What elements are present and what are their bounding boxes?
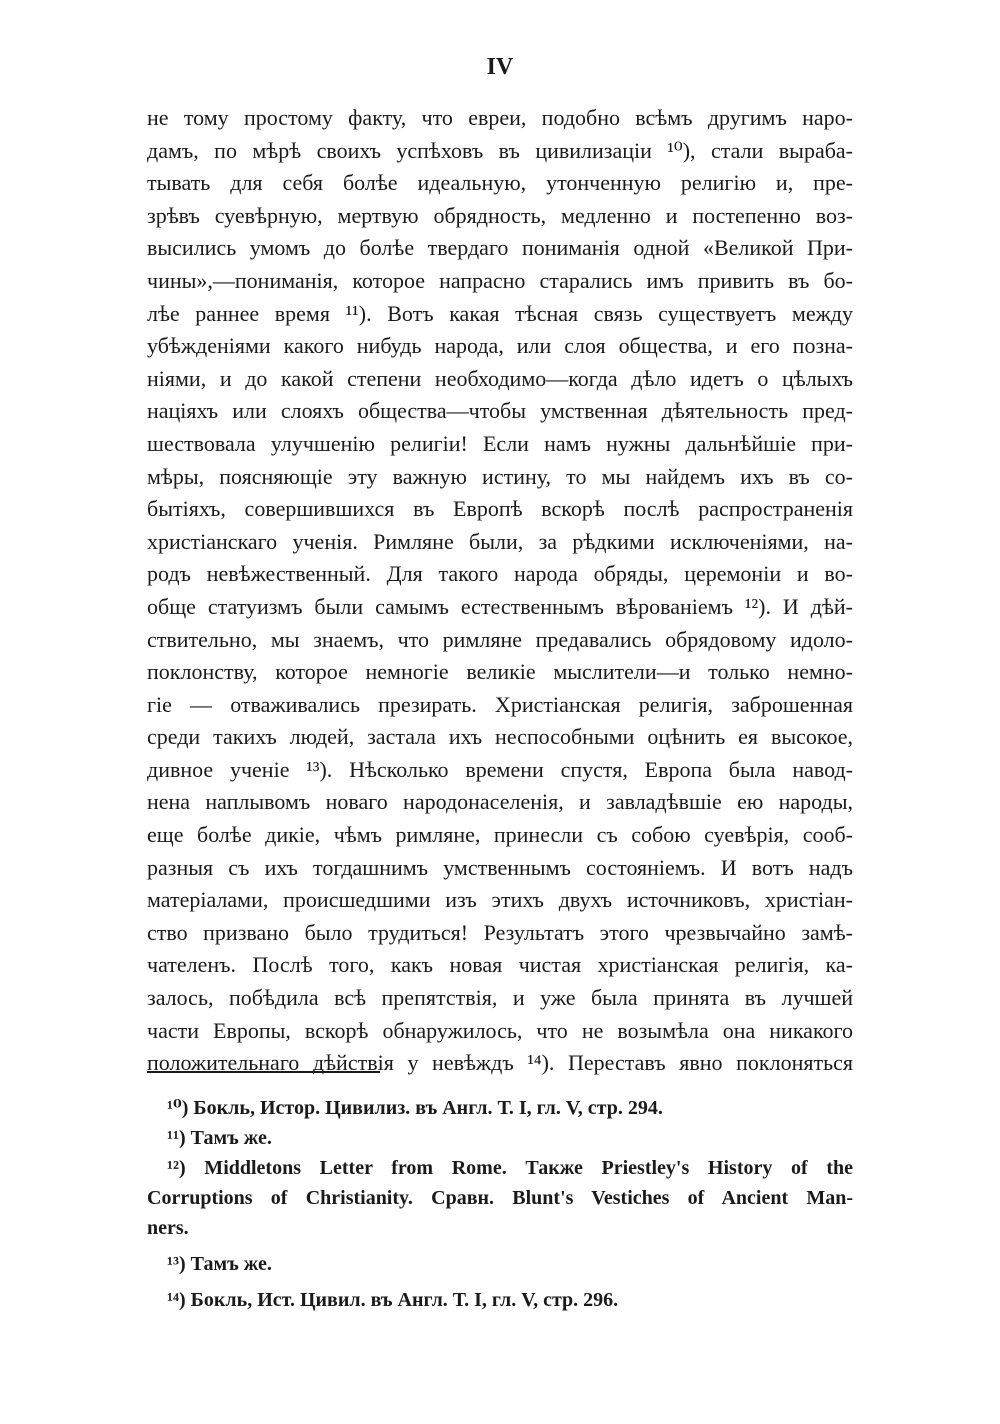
body-line: матеріалами, происшедшими изъ этихъ двухъ источниковъ, христіан- [147,887,853,913]
body-line: положительнаго дѣйствія у невѣждъ ¹⁴). Переставъ явно поклоняться [147,1050,853,1076]
body-line: залось, побѣдила всѣ препятствія, и уже была принята въ лучшей [147,985,853,1011]
footnotes [147,1093,853,1315]
body-line: высились умомъ до болѣе твердаго пониманія одной «Великой При- [147,235,853,261]
body-line: христіанскаго ученія. Римляне были, за рѣдкими исключеніями, на- [147,528,853,554]
footnote-11: ¹¹) Тамъ же. [167,1127,272,1149]
body-line: мѣры, поясняющіе эту важную истину, то мы найдемъ ихъ въ со- [147,463,853,489]
body-line: родъ невѣжественный. Для такого народа обряды, церемоніи и во- [147,561,853,587]
body-line: ство призвано было трудиться! Результатъ этого чрезвычайно замѣ- [147,919,853,945]
footnote-14: ¹⁴) Бокль, Ист. Цивил. въ Англ. Т. I, гл. V, стр. 296. [167,1289,619,1311]
body-text [147,102,853,1080]
footnote-10: ¹⁰) Бокль, Истор. Цивилиз. въ Англ. Т. I, гл. V, стр. 294. [167,1097,663,1119]
body-line: обще статуизмъ были самымъ естественнымъ вѣрованіемъ ¹²). И дѣй- [147,593,853,619]
body-line: чателенъ. Послѣ того, какъ новая чистая христіанская религія, ка- [147,952,853,978]
body-line: гіе — отваживались презирать. Христіанская религія, заброшенная [147,691,853,717]
page-number: IV [486,54,514,80]
footnote-13: ¹³) Тамъ же. [167,1253,272,1275]
body-line: лѣе раннее время ¹¹). Вотъ какая тѣсная связь существуетъ между [147,300,853,326]
body-line: среди такихъ людей, застала ихъ неспособными оцѣнить ея высокое, [147,724,853,750]
footnote-12: ¹²) Middletons Letter from Rome. Также Priestley's History of the [167,1157,853,1179]
body-line: бытіяхъ, совершившихся въ Европѣ вскорѣ послѣ распространенія [147,496,853,522]
body-line: чины»,—пониманія, которое напрасно старались имъ привить въ бо- [147,267,853,293]
body-line: поклонству, которое немногіе великіе мыслители—и только немно- [147,659,853,685]
body-line: ніями, и до какой степени необходимо—когда дѣло идетъ о цѣлыхъ [147,365,853,391]
body-line: дамъ, по мѣрѣ своихъ успѣховъ въ цивилизаціи ¹⁰), стали выраба- [147,137,853,163]
footnote-12-cont: ners. [147,1217,189,1239]
body-line: нена наплывомъ новаго народонаселенія, и завладѣвшіе ею народы, [147,789,853,815]
body-line: еще болѣе дикіе, чѣмъ римляне, принесли съ собою суевѣрія, сооб- [147,822,853,848]
body-line: части Европы, вскорѣ обнаружилось, что не возымѣла она никакого [147,1017,853,1043]
footnote-12-cont: Corruptions of Christianity. Сравн. Blunt's Vestiches of Ancient Man- [147,1187,853,1209]
body-line: шествовала улучшенію религіи! Если намъ нужны дальнѣйшіе при- [147,430,853,456]
body-line: ствительно, мы знаемъ, что римляне предавались обрядовому идоло- [147,626,853,652]
body-line: не тому простому факту, что евреи, подобно всѣмъ другимъ наро- [147,105,853,130]
body-line: убѣжденіями какого нибудь народа, или слоя общества, и его позна- [147,333,853,359]
footnote-separator [147,1071,380,1073]
body-line: тывать для себя болѣе идеальную, утонченную религію и, пре- [147,170,853,196]
body-line: дивное ученіе ¹³). Нѣсколько времени спустя, Европа была навод- [147,756,853,782]
body-line: зрѣвъ суевѣрную, мертвую обрядность, медленно и постепенно воз- [147,202,853,228]
body-line: разныя съ ихъ тогдашнимъ умственнымъ состояніемъ. И вотъ надъ [147,854,853,880]
body-line: націяхъ или слояхъ общества—чтобы умственная дѣятельность пред- [147,398,853,424]
